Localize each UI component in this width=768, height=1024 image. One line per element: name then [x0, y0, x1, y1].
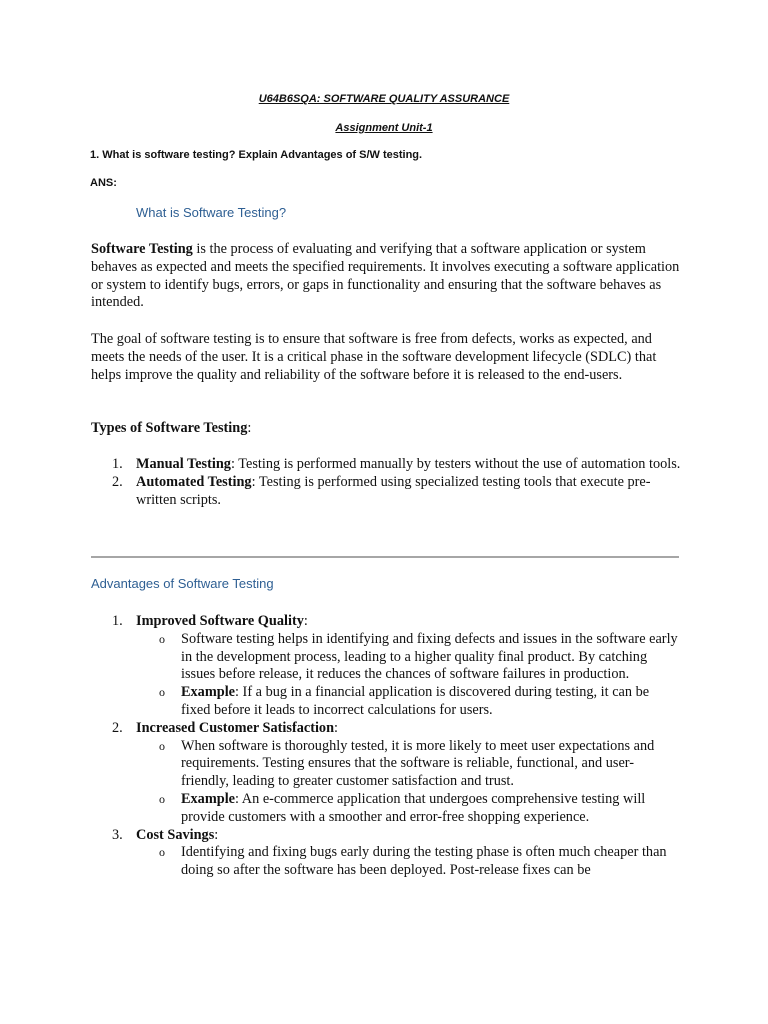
sub-item-text: When software is thoroughly tested, it is more likely to meet user expectations and requirements. Testing ensures that the software is reliable, functional, and user-friendly, leading to greater customer satisfaction and trust.	[181, 737, 655, 790]
list-item-text: : Testing is performed manually by testers without the use of automation tools.	[230, 456, 681, 472]
list-item-term: Improved Software Quality	[136, 613, 304, 629]
list-item	[91, 613, 681, 720]
ans-label: ANS:	[90, 177, 117, 189]
sub-item-term: Example	[181, 790, 236, 807]
list-item-colon: :	[334, 719, 339, 736]
course-title: U64B6SQA: SOFTWARE QUALITY ASSURANCE	[258, 93, 510, 105]
list-number: 3.	[112, 826, 123, 843]
paragraph-goal: The goal of software testing is to ensure that software is free from defects, works as expected, and meets the needs of the user. It is a critical phase in the software development lifecycle (SDLC) that helps improve the quality and reliability of the software before it is released to the end-users.	[91, 331, 657, 383]
list-item	[91, 720, 681, 827]
sub-item-term: Example	[181, 684, 236, 701]
question-text: 1. What is software testing? Explain Advantages of S/W testing.	[90, 149, 423, 161]
sub-list	[136, 844, 681, 880]
circle-bullet-icon: o	[159, 791, 165, 806]
advantages-list	[91, 613, 681, 880]
list-item-term: Cost Savings	[136, 826, 215, 843]
list-item-term: Manual Testing	[136, 456, 231, 472]
circle-bullet-icon: o	[159, 738, 165, 753]
paragraph-definition	[91, 241, 681, 312]
sub-list-item	[136, 684, 681, 720]
types-heading-label: Types of Software Testing	[91, 420, 248, 436]
circle-bullet-icon: o	[159, 631, 165, 646]
definition-term: Software Testing	[91, 241, 193, 257]
types-heading	[91, 420, 251, 437]
sub-list-item	[136, 844, 681, 880]
list-number: 1.	[112, 613, 123, 629]
sub-item-text: Software testing helps in identifying and fixing defects and issues in the software early in the development process, leading to a higher quality final product. By catching issues before release, it reduces the chances of software failures in production.	[181, 630, 678, 683]
sub-list-item	[136, 631, 681, 684]
sub-item-text: : If a bug in a financial application is discovered during testing, it can be fixed before it leads to incorrect calculations for users.	[181, 684, 650, 718]
list-number: 2.	[112, 719, 123, 736]
list-item-colon: :	[303, 613, 308, 629]
list-item-term: Increased Customer Satisfaction	[136, 719, 335, 736]
definition-body: is the process of evaluating and verifying that a software application or system behaves as expected and meets the specified requirements. It involves executing a software application or system to identify bugs, errors, or gaps in functionality and ensuring that the software behaves as intended.	[91, 241, 680, 311]
list-item	[91, 456, 681, 474]
sub-list	[136, 738, 681, 827]
sub-list-item	[136, 738, 681, 791]
list-item	[91, 474, 681, 510]
assignment-title: Assignment Unit-1	[335, 122, 433, 134]
types-list	[91, 456, 681, 509]
circle-bullet-icon: o	[159, 845, 165, 860]
sub-item-text: Identifying and fixing bugs early during the testing phase is often much cheaper than doing so after the software has been deployed. Post-release fixes can be	[181, 844, 667, 879]
list-item-colon: :	[214, 826, 219, 843]
sub-list	[136, 631, 681, 720]
section-heading-what-is-testing: What is Software Testing?	[136, 205, 287, 220]
horizontal-divider	[91, 556, 679, 558]
section-heading-advantages: Advantages of Software Testing	[91, 576, 274, 591]
list-number: 2.	[112, 473, 123, 490]
list-number: 1.	[112, 456, 123, 472]
list-item-term: Automated Testing	[136, 473, 252, 490]
sub-item-text: : An e-commerce application that undergoes comprehensive testing will provide customers with a smoother and error-free shopping experience.	[181, 790, 646, 825]
list-item	[91, 827, 681, 880]
sub-list-item	[136, 791, 681, 827]
types-heading-colon: :	[247, 420, 252, 436]
list-item-text: : Testing is performed using specialized testing tools that execute pre-written scripts.	[136, 473, 651, 508]
circle-bullet-icon: o	[159, 685, 165, 700]
